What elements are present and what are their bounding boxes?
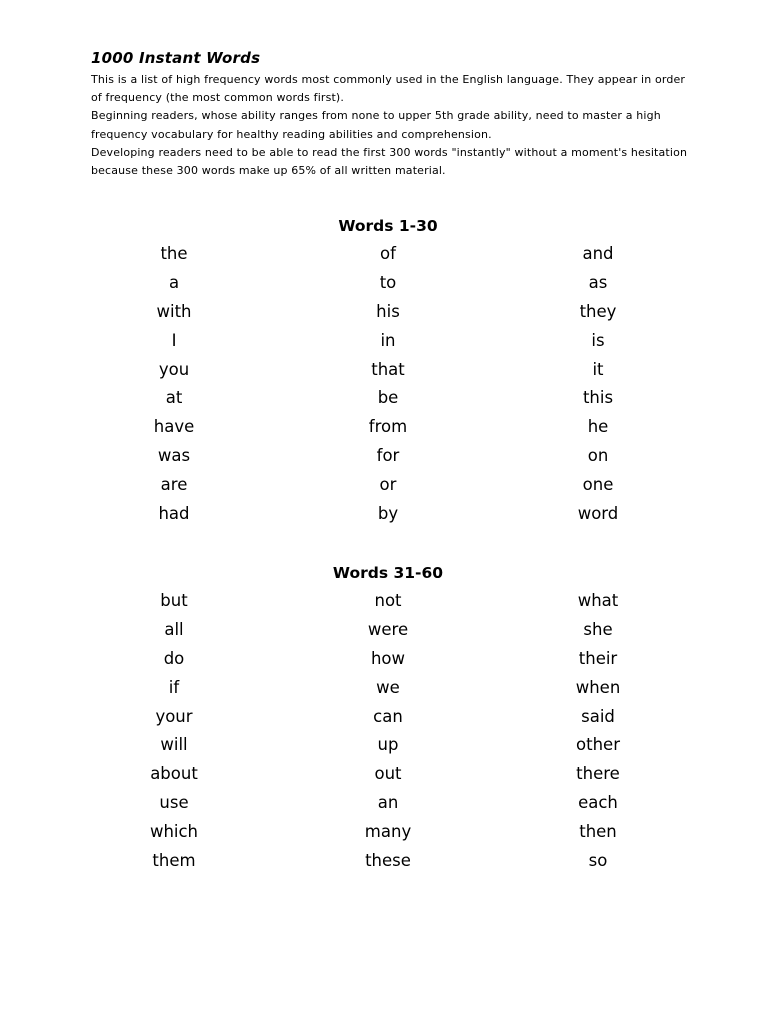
word-cell: it xyxy=(592,359,604,379)
word-cell: from xyxy=(368,417,408,437)
word-row xyxy=(0,327,768,356)
word-row xyxy=(0,384,768,413)
word-row xyxy=(0,760,768,789)
word-cell: do xyxy=(163,648,185,668)
word-row xyxy=(0,703,768,732)
word-cell: if xyxy=(168,677,180,697)
word-cell: she xyxy=(583,619,613,639)
word-cell: how xyxy=(370,648,406,668)
word-grid xyxy=(0,587,768,876)
word-cell: one xyxy=(582,475,614,495)
word-cell: so xyxy=(588,851,608,871)
word-cell: were xyxy=(367,619,409,639)
word-row xyxy=(0,442,768,471)
word-cell: about xyxy=(150,764,198,784)
word-cell: will xyxy=(160,735,188,755)
word-cell: on xyxy=(587,446,609,466)
word-row xyxy=(0,471,768,500)
word-cell: them xyxy=(152,851,196,871)
word-cell: we xyxy=(376,677,400,697)
word-cell: at xyxy=(165,388,183,408)
word-cell: with xyxy=(156,301,192,321)
section-heading: Words 31-60 xyxy=(332,564,444,582)
word-cell: use xyxy=(159,793,189,813)
word-cell: I xyxy=(171,330,177,350)
word-cell: and xyxy=(582,244,614,263)
word-row xyxy=(0,731,768,760)
word-cell: this xyxy=(582,388,614,408)
word-cell: each xyxy=(578,793,618,813)
word-row xyxy=(0,847,768,876)
word-row xyxy=(0,616,768,645)
word-cell: had xyxy=(158,504,190,524)
word-cell: is xyxy=(591,330,605,350)
word-row xyxy=(0,240,768,269)
word-row xyxy=(0,818,768,847)
word-grid xyxy=(0,240,768,529)
word-cell: many xyxy=(364,822,412,842)
word-row xyxy=(0,269,768,298)
intro-text xyxy=(91,71,691,180)
word-cell: for xyxy=(376,446,400,466)
word-cell: word xyxy=(577,504,619,524)
word-cell: all xyxy=(164,619,184,639)
word-cell: a xyxy=(168,272,180,292)
word-cell: the xyxy=(160,244,188,263)
word-cell: but xyxy=(160,591,188,610)
page-title: 1000 Instant Words xyxy=(91,49,261,67)
word-cell: have xyxy=(153,417,195,437)
word-row xyxy=(0,500,768,529)
word-cell: his xyxy=(376,301,400,321)
word-cell: which xyxy=(149,822,199,842)
word-cell: in xyxy=(380,330,396,350)
word-cell: these xyxy=(365,851,411,871)
word-cell: of xyxy=(380,244,396,263)
word-cell: their xyxy=(578,648,618,668)
word-cell: as xyxy=(588,272,608,292)
word-row xyxy=(0,674,768,703)
word-cell: said xyxy=(581,706,615,726)
word-row xyxy=(0,587,768,616)
word-cell: then xyxy=(579,822,617,842)
word-cell: are xyxy=(160,475,188,495)
word-cell: can xyxy=(373,706,403,726)
word-row xyxy=(0,789,768,818)
word-cell: there xyxy=(576,764,620,784)
word-cell: he xyxy=(587,417,609,437)
word-cell: they xyxy=(579,301,617,321)
word-cell: that xyxy=(371,359,405,379)
intro-paragraph: This is a list of high frequency words most commonly used in the English language. They appear in order of frequency (the most common words first). xyxy=(91,73,686,105)
word-row xyxy=(0,298,768,327)
word-cell: or xyxy=(379,475,397,495)
word-cell: by xyxy=(377,504,399,524)
word-cell: was xyxy=(157,446,191,466)
word-cell: an xyxy=(377,793,399,813)
word-cell: out xyxy=(374,764,402,784)
word-cell: up xyxy=(377,735,399,755)
word-row xyxy=(0,645,768,674)
section-heading: Words 1-30 xyxy=(338,217,438,235)
word-cell: your xyxy=(155,706,193,726)
word-cell: be xyxy=(377,388,399,408)
word-cell: not xyxy=(374,591,402,610)
word-row xyxy=(0,413,768,442)
word-cell: what xyxy=(577,591,619,610)
word-cell: when xyxy=(575,677,621,697)
word-cell: other xyxy=(576,735,620,755)
intro-paragraph: Developing readers need to be able to read the first 300 words "instantly" without a moment's hesitation because these 300 words make up 65% of all written material. xyxy=(91,145,688,178)
word-cell: to xyxy=(379,272,397,292)
word-cell: you xyxy=(158,359,190,379)
intro-paragraph: Beginning readers, whose ability ranges from none to upper 5th grade ability, need to master a high frequency vocabulary for healthy reading abilities and comprehension. xyxy=(91,109,661,141)
word-row xyxy=(0,356,768,385)
